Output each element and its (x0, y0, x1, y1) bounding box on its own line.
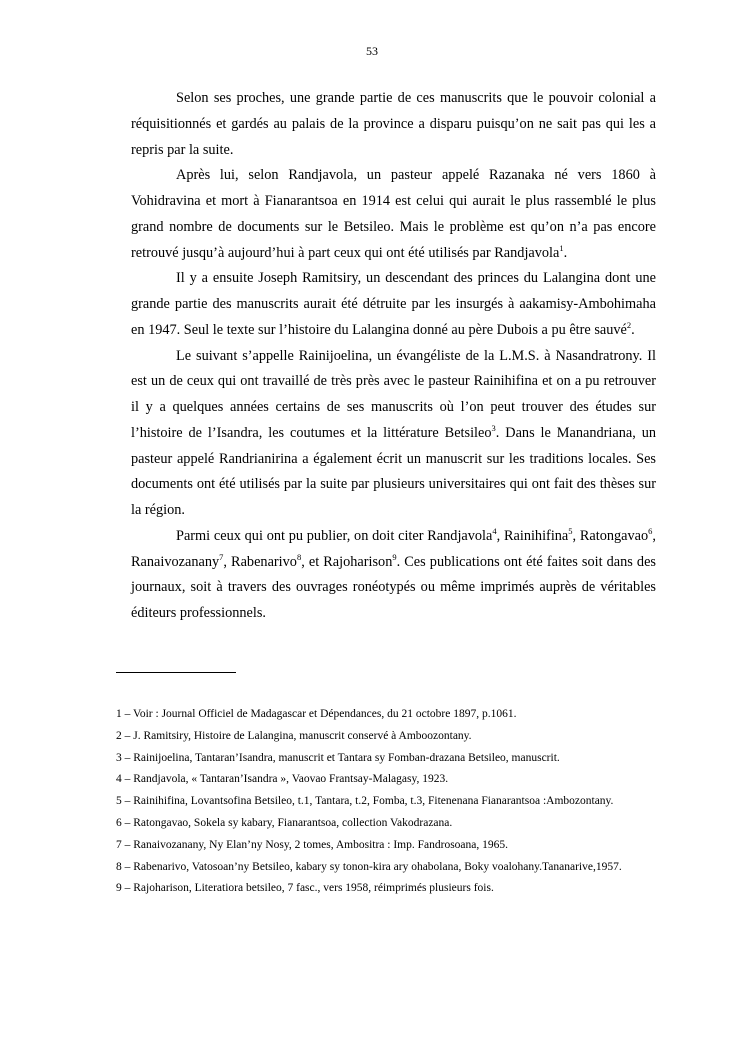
body-text (131, 86, 656, 627)
footnote: 4 – Randjavola, « Tantaran’Isandra », Vaovao Frantsay-Malagasy, 1923. (116, 773, 449, 786)
footnote-reference[interactable]: 6 (648, 525, 653, 536)
paragraph-text: Après lui, selon Randjavola, un pasteur appelé Razanaka né vers 1860 à Vohidravina et mort à Fianarantsoa en 1914 est celui qui aurait le plus rassemblé le plus grand nombre de documents sur le Betsileo. Mais le problème est qu’on n’a pas encore retrouvé jusqu’à aujourd’hui à part ceux qui ont été utilisés par Randjavola (131, 167, 656, 261)
footnote: 5 – Rainihifina, Lovantsofina Betsileo, t.1, Tantara, t.2, Fomba, t.3, Fitenenana Fianarantsoa :Ambozontany. (116, 795, 614, 808)
paragraph-text: Le suivant s’appelle Rainijoelina, un évangéliste de la L.M.S. à Nasandratrony. Il est un de ceux qui ont travaillé de très près avec le pasteur Rainihifina et on a pu retrouver il y a quelques années certains de ses manuscrits où l’on peut trouver des études sur l’histoire de l’Isandra, les coutumes et la littérature Betsileo (131, 347, 656, 441)
footnote-reference[interactable]: 4 (492, 525, 497, 536)
paragraph (131, 86, 656, 163)
paragraph-text: , Ratongavao (572, 527, 649, 544)
footnote: 2 – J. Ramitsiry, Histoire de Lalangina, manuscrit conservé à Amboozontany. (116, 729, 472, 742)
footnote-reference[interactable]: 9 (392, 551, 397, 562)
footnote: 7 – Ranaivozanany, Ny Elan’ny Nosy, 2 tomes, Ambositra : Imp. Fandrosoana, 1965. (116, 838, 508, 851)
footnote-reference[interactable]: 5 (568, 525, 573, 536)
footnotes (116, 704, 676, 900)
footnote: 6 – Ratongavao, Sokela sy kabary, Fianarantsoa, collection Vakodrazana. (116, 816, 453, 829)
footnote-reference[interactable]: 3 (491, 422, 496, 433)
paragraph-text: . (631, 321, 635, 338)
paragraph-text: , Ranaivozanany (131, 527, 656, 570)
paragraph-text: . (563, 244, 568, 261)
paragraph-text: Parmi ceux qui ont pu publier, on doit citer Randjavola (176, 527, 493, 544)
paragraph (131, 344, 656, 524)
page-number: 53 (366, 44, 378, 58)
paragraph-text: , Rainihifina (496, 527, 569, 544)
footnote-separator (116, 672, 236, 673)
footnote: 1 – Voir : Journal Officiel de Madagascar et Dépendances, du 21 octobre 1897, p.1061. (116, 708, 517, 720)
paragraph-text: Selon ses proches, une grande partie de ces manuscrits que le pouvoir colonial a réquisitionnés et gardés au palais de la province a disparu puisqu’on ne sait pas qui les a repris par la suite. (131, 90, 656, 158)
paragraph (131, 524, 656, 627)
footnote-reference[interactable]: 7 (219, 551, 224, 562)
paragraph-text: Il y a ensuite Joseph Ramitsiry, un descendant des princes du Lalangina dont une grande partie des manuscrits aurait été détruite par les insurgés à aakamisy-Ambohimaha en 1947. Seul le texte sur l’histoire du Lalangina donné au père Dubois a pu être sauvé (131, 270, 656, 338)
footnote-reference[interactable]: 8 (296, 551, 302, 562)
paragraph (131, 266, 656, 343)
paragraph-text: . Dans le Manandriana, un pasteur appelé Randrianirina a également écrit un manuscrit sur les traditions locales. Ses documents ont été utilisés par la suite par plusieurs universitaires qui ont fait des thèses sur la région. (131, 424, 656, 518)
paragraph-text: , et Rajoharison (301, 553, 393, 570)
footnote: 8 – Rabenarivo, Vatosoan’ny Betsileo, kabary sy tonon-kira ary ohabolana, Boky voalohany.Tananarive,1957. (116, 860, 622, 873)
paragraph-text: , Rabenarivo (223, 553, 297, 570)
footnote-reference[interactable]: 1 (559, 242, 564, 253)
footnote: 3 – Rainijoelina, Tantaran’Isandra, manuscrit et Tantara sy Fomban-drazana Betsileo, manuscrit. (116, 751, 560, 764)
paragraph (131, 163, 656, 266)
paragraph-text: . Ces publications ont été faites soit dans des journaux, soit à travers des ouvrages ronéotypés ou même imprimés auprès de véritables éditeurs professionnels. (131, 553, 656, 621)
footnote: 9 – Rajoharison, Literatiora betsileo, 7 fasc., vers 1958, réimprimés plusieurs fois. (116, 882, 494, 895)
footnote-reference[interactable]: 2 (626, 319, 632, 330)
